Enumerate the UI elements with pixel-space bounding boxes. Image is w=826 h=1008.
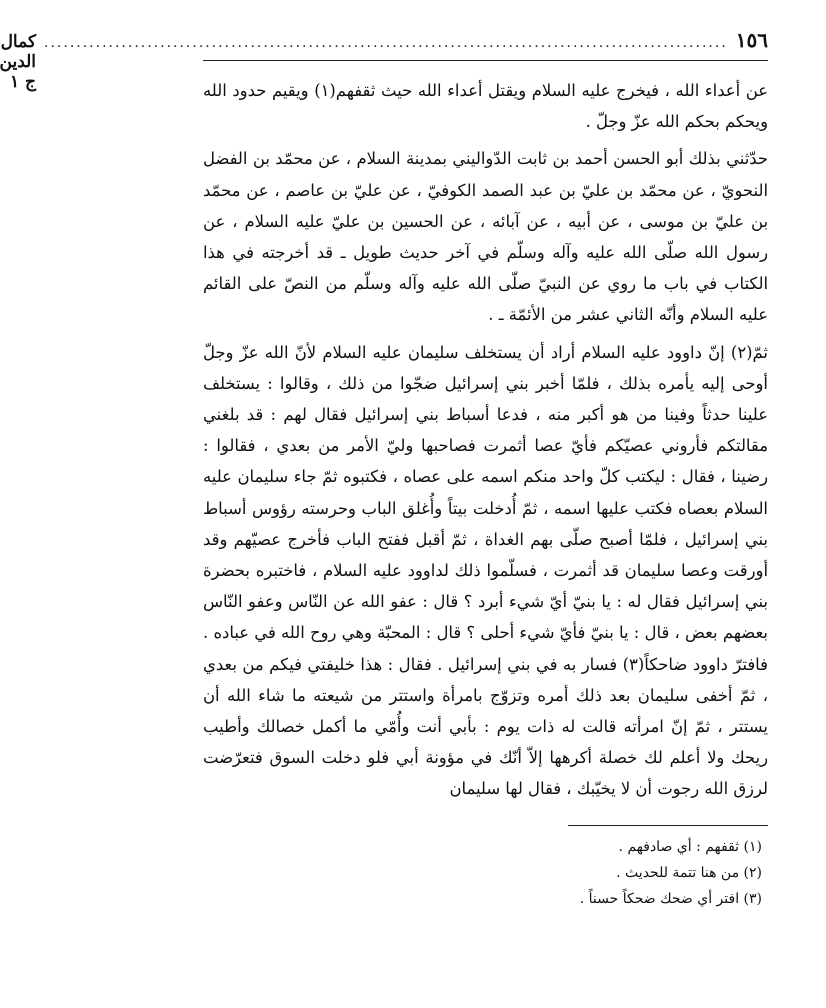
page-number: ١٥٦: [735, 28, 768, 52]
paragraph: ثمّ(٢) إنّ داوود عليه السلام أراد أن يستخلف سليمان عليه السلام لأنّ الله عزّ وجلّ أوحى إليه يأمره بذلك ، فلمّا أخبر بني إسرائيل ضجّوا من ذلك ، وقالوا : يستخلف علينا حدثاً وفينا من هو أكبر منه ، فدعا أسباط بني إسرائيل فقال لهم : قد بلغني مقالتكم فأروني عصيّكم فأيّ عصا أثمرت فصاحبها وليّ الأمر من بعدي ، فقالوا : رضينا ، فقال : ليكتب كلّ واحد منكم اسمه على عصاه ، فكتبوه ثمّ جاء سليمان عليه السلام بعصاه فكتب عليها اسمه ، ثمّ أُدخلت بيتاً وأُغلق الباب وحرسته رؤوس أسباط بني إسرائيل ، فلمّا أصبح صلّى بهم الغداة ، ثمّ أقبل ففتح الباب فأخرج عصيّهم وقد أورقت وعصا سليمان قد أثمرت ، فسلّموا ذلك لداوود عليه السلام ، فاختبره بحضرة بني إسرائيل فقال له : يا بنيّ أيّ شيء أبرد ؟ قال : عفو الله عن النّاس وعفو النّاس بعضهم بعض ، قال : يا بنيّ فأيّ شيء أحلى ؟ قال : المحبّة وهي روح الله في عباده . فافترّ داوود ضاحكاً(٣) فسار به في بني إسرائيل . فقال : هذا خليفتي فيكم من بعدي ، ثمّ أخفى سليمان بعد ذلك أمره وتزوّج بامرأة واستتر من شيعته ما شاء الله أن يستتر ، ثمّ إنّ امرأته قالت له ذات يوم : بأبي أنت وأُمّي ما أكمل خصالك وأطيب ريحك ولا أعلم لك خصلة أكرهها إلاّ أنّك في مؤونة أبي فلو دخلت السوق فتعرّضت لرزق الله رجوت أن لا يخيّبك ، فقال لها سليمان: [203, 342, 768, 799]
header-dot-leader: ..........................................................................................................: [44, 35, 728, 51]
footnote: (٣) افتر أي ضحك ضحكاً حسناً .: [579, 890, 762, 907]
paragraph: حدّثني بذلك أبو الحسن أحمد بن ثابت الدّواليني بمدينة السلام ، عن محمّد بن الفضل النحويّ ، عن محمّد بن عليّ بن عبد الصمد الكوفيّ ، عن عليّ بن عاصم ، عن محمّد بن عليّ بن موسى ، عن أبيه ، عن آبائه ، عن الحسين بن عليّ عليه السلام ، عن رسول الله صلّى الله عليه وآله وسلّم في آخر حديث طويل ـ قد أخرجته في هذا الكتاب في باب ما روي عن النبيّ صلّى الله عليه وآله وسلّم من النصّ على القائم عليه السلام وأنّه الثاني عشر من الأئمّة ـ .: [203, 149, 768, 325]
footnote: (١) ثقفهم : أي صادفهم .: [618, 838, 762, 855]
page-header: [0, 28, 768, 92]
footnote-separator: [568, 825, 768, 826]
main-text: [203, 75, 768, 805]
running-title: كمال الدين ج ١: [0, 32, 37, 92]
footnote: (٢) من هنا تتمة للحديث .: [616, 864, 762, 881]
paragraph: عن أعداء الله ، فيخرج عليه السلام ويقتل أعداء الله حيث ثقفهم(١) ويقيم حدود الله ويحكم بحكم الله عزّ وجلّ .: [203, 81, 769, 132]
footnotes: [203, 834, 768, 912]
